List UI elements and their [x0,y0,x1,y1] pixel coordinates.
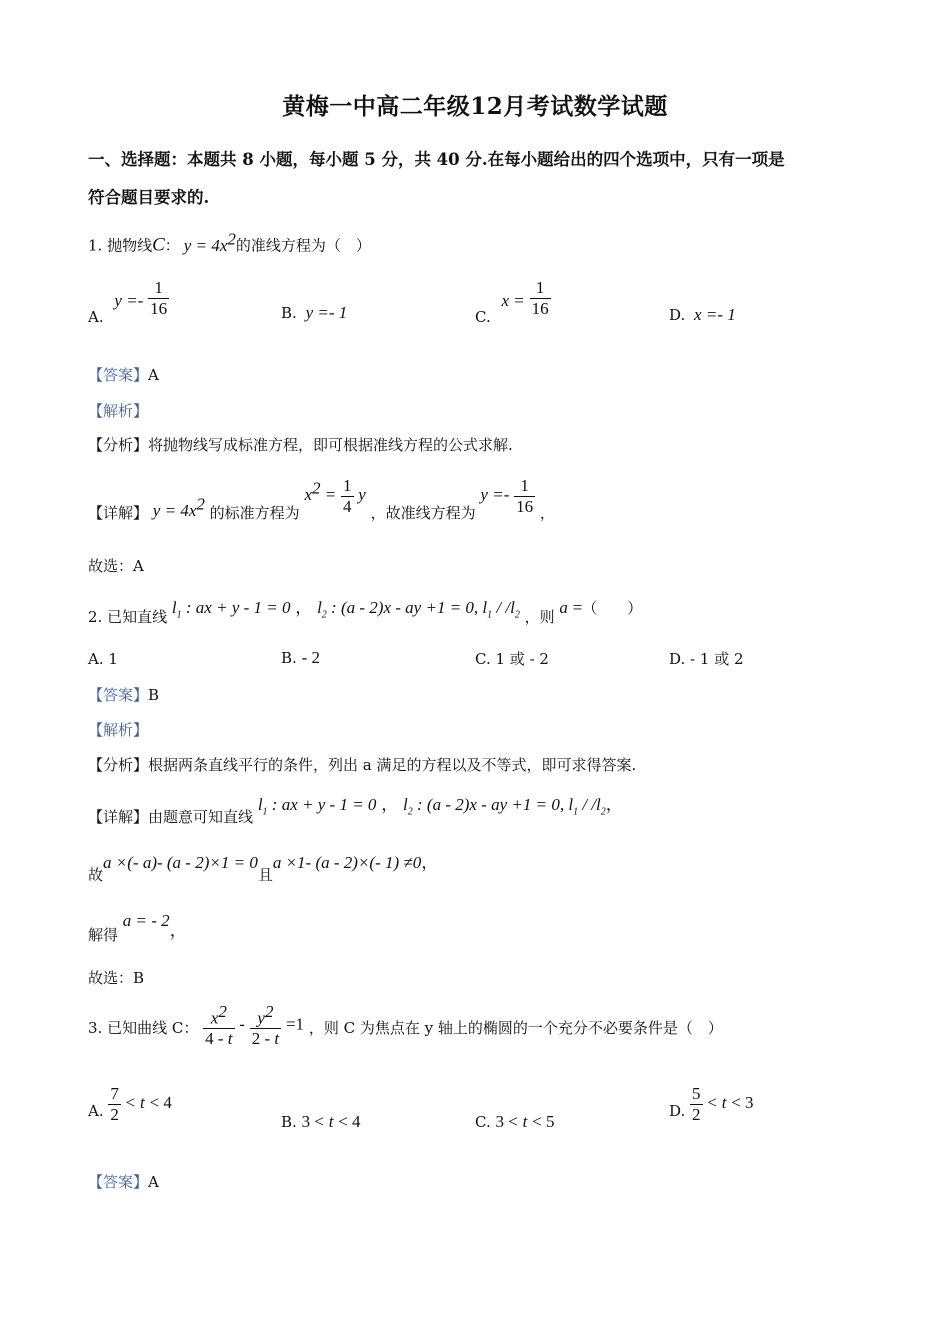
q3-stem: 3. 已知曲线 C： $\frac{x^2}{4 - t}$ - $\frac{y^2}{2 - t}$ =1 ，则 C 为焦点在 y 轴上的椭圆的一个充分不必要条件是（ ） [88,1002,723,1049]
fraction: $\frac{1}{16}$ [531,278,549,318]
q2-option-a: A. 1 [88,650,118,668]
q1-choice: 故选：A [88,557,144,575]
q1-analysis-tag: 【解析】 [88,402,149,420]
q2-answer: 【答案】B [88,686,160,704]
fraction: $\frac{1}{16}$ [150,278,168,318]
q1-equation: $y = 4x^2$ [183,229,236,255]
fraction: $\frac{x^2}{4 - t}$ [205,1002,233,1049]
fraction: $\frac{5}{2}$ [692,1084,701,1124]
q3-option-b: B. 3 < t < 4 [281,1112,361,1131]
q1-answer: 【答案】A [88,366,159,384]
q1-option-b: B. y =- 1 [281,303,348,322]
q1-fenxi: 【分析】将抛物线写成标准方程，即可根据准线方程的公式求解. [88,436,513,454]
q1-detail: 【详解】 $y = 4x^2$ 的标准方程为 $x^2$ = $\frac{1}{4}$ y ，故准线方程为 y =- $\frac{1}{16}$ ， [88,476,555,523]
q1-option-a: A. y =- $\frac{1}{16}$ [88,278,168,327]
q1-option-d: D. x =- 1 [669,305,736,324]
q2-detail: 【详解】由题意可知直线 $l_1$ : ax + y - 1 = 0 ， $l_2$ : (a - 2)x - ay +1 = 0, $l_1 / /l_2$， [88,795,623,826]
exam-title: 黄梅一中高二年级12月考试数学试题 [282,93,668,120]
q2-option-c: C. 1 或 - 2 [475,650,549,668]
q1-stem: 1. 抛物线C： $y = 4x^2$的准线方程为（ ） [88,229,371,256]
fraction: $\frac{y^2}{2 - t}$ [251,1002,280,1049]
fraction: $\frac{7}{2}$ [110,1084,119,1124]
q3-option-d: D. $\frac{5}{2}$ < t < 3 [669,1084,754,1124]
q2-solution: 解得 a = - 2， [88,911,187,944]
q2-choice: 故选：B [88,969,145,987]
q3-option-c: C. 3 < t < 5 [475,1112,555,1131]
q2-fenxi: 【分析】根据两条直线平行的条件，列出 a 满足的方程以及不等式，即可求得答案. [88,756,637,774]
section-heading-line1: 一、选择题：本题共 8 小题，每小题 5 分，共 40 分.在每小题给出的四个选项中，只有一项是 [88,150,785,169]
section-heading-line2: 符合题目要求的. [88,188,210,207]
q3-option-a: A. $\frac{7}{2}$ < t < 4 [88,1084,172,1124]
q2-condition-eq: 故a ×(- a)- (a - 2)×1 = 0且a ×1- (a - 2)×(- 1) ≠0， [88,853,439,884]
q1-curve: C [152,234,165,256]
q3-answer: 【答案】A [88,1173,159,1191]
q1-option-c: C. x = $\frac{1}{16}$ [475,278,549,327]
q2-option-b: B. - 2 [281,648,320,667]
fraction: $\frac{1}{4}$ [343,476,352,516]
fraction: $\frac{1}{16}$ [516,476,534,516]
q2-condition: $l_1$ : ax + y - 1 = 0 [171,598,291,621]
q2-option-d: D. - 1 或 2 [669,650,744,668]
q2-stem: 2. 已知直线 $l_1$ : ax + y - 1 = 0 ， $l_2$ : (a - 2)x - ay +1 = 0, $l_1 / /l_2$ ，则 a =（ ） [88,598,643,626]
q2-analysis-tag: 【解析】 [88,721,149,739]
